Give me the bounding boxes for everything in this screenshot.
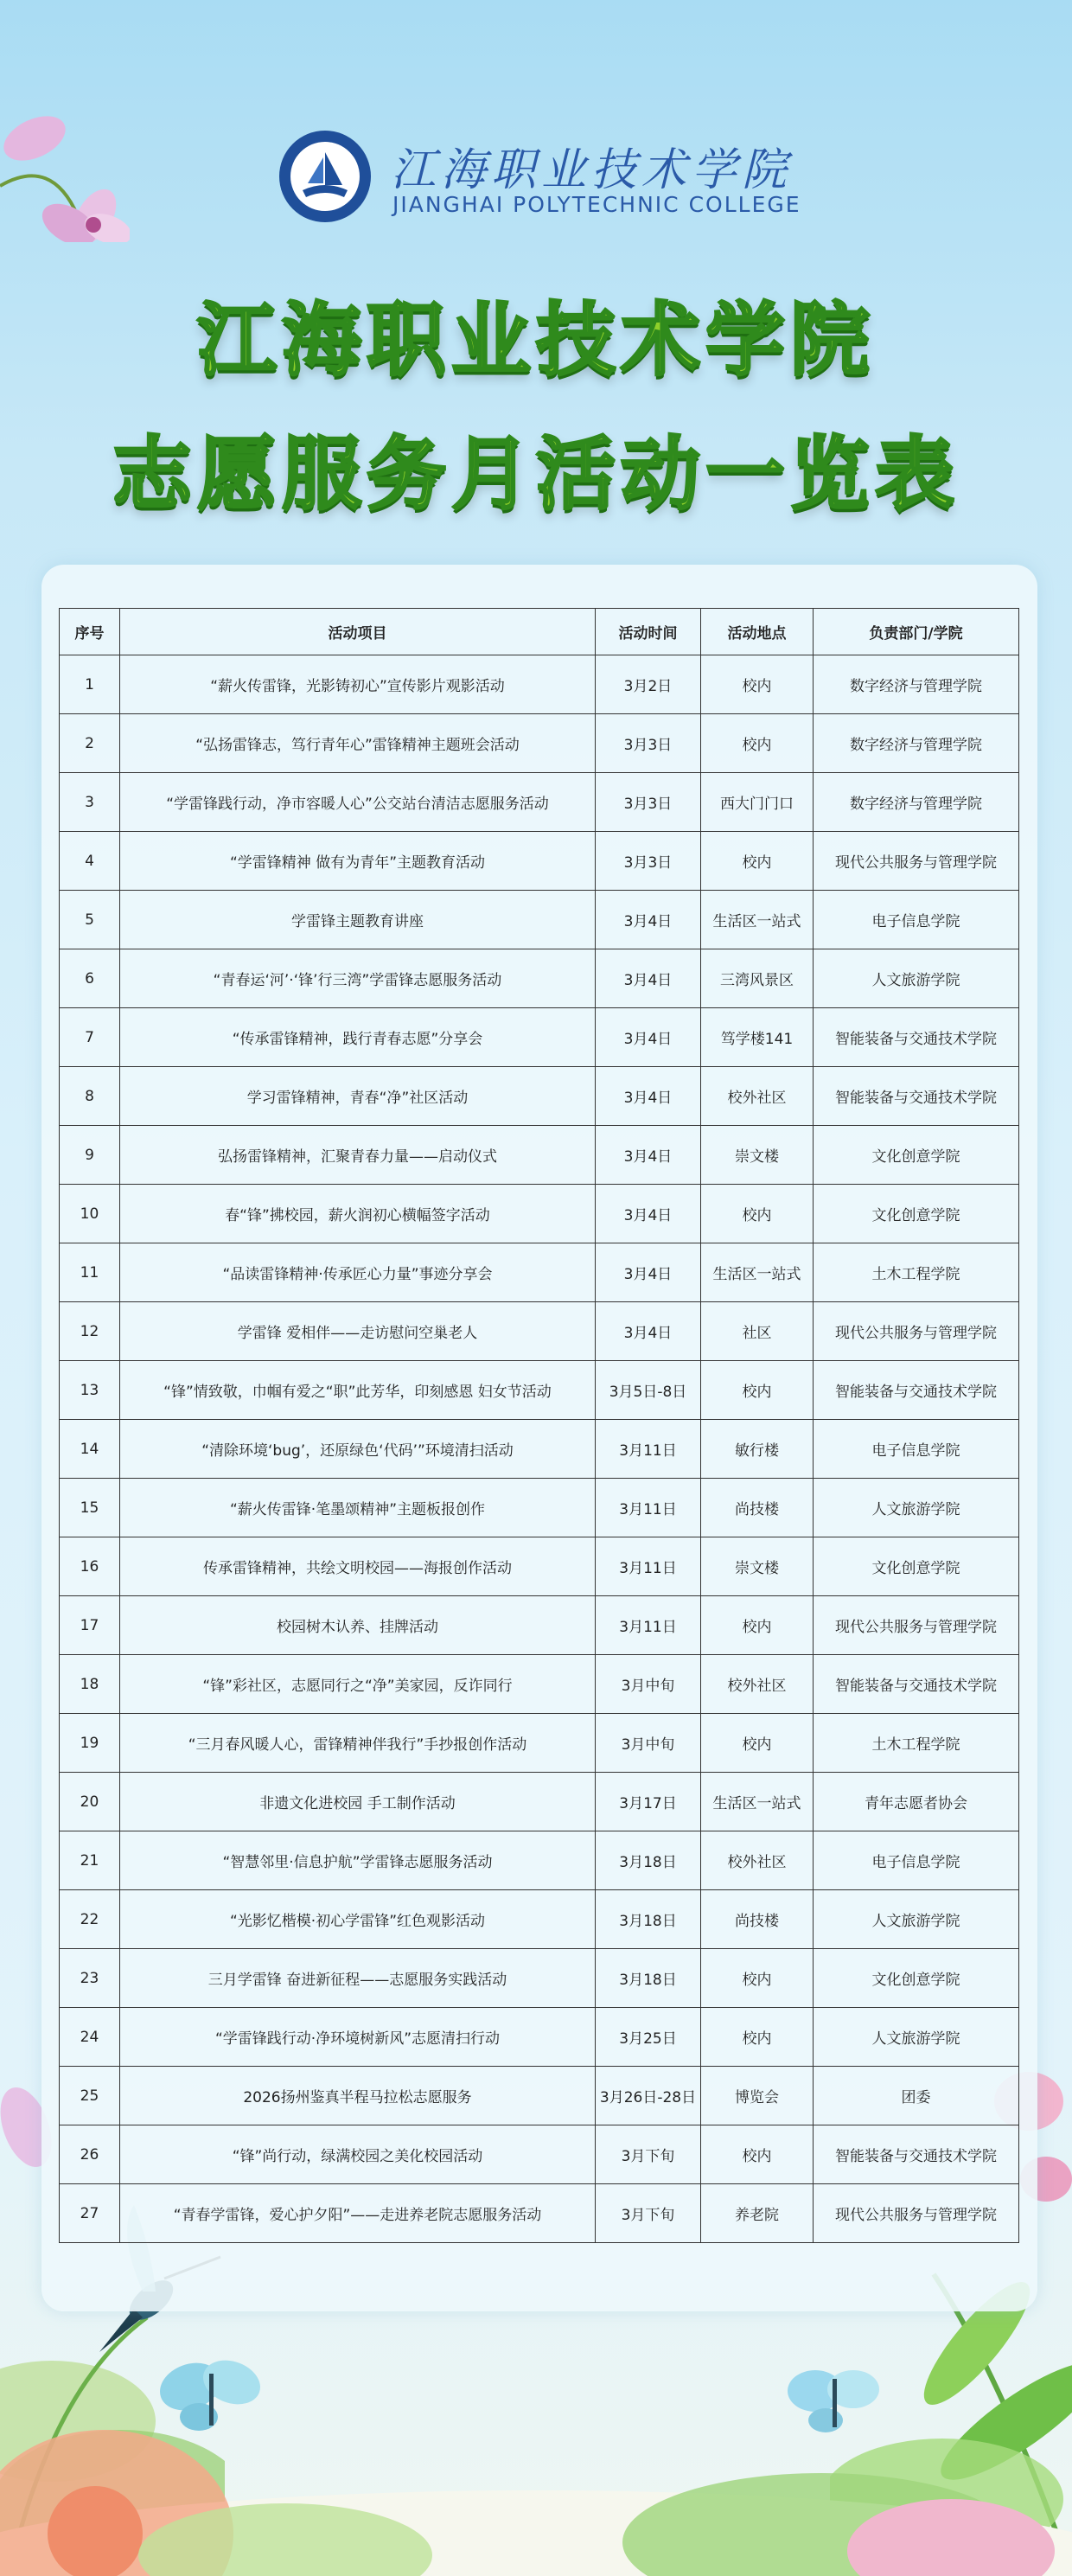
cell-index: 20: [60, 1773, 120, 1831]
cell-location: 校内: [701, 2125, 814, 2184]
cell-department: 电子信息学院: [814, 891, 1019, 949]
table-row: [60, 773, 1019, 832]
cell-location: 生活区一站式: [701, 1773, 814, 1831]
cell-location: 校内: [701, 714, 814, 773]
cell-time: 3月3日: [596, 714, 701, 773]
cell-activity: 学雷锋主题教育讲座: [120, 891, 596, 949]
table-row: [60, 2125, 1019, 2184]
cell-activity: 三月学雷锋 奋进新征程——志愿服务实践活动: [120, 1949, 596, 2008]
cell-location: 笃学楼141: [701, 1008, 814, 1067]
cell-time: 3月17日: [596, 1773, 701, 1831]
cell-index: 10: [60, 1185, 120, 1243]
cell-index: 17: [60, 1596, 120, 1655]
cell-activity: “薪火传雷锋·笔墨颂精神”主题板报创作: [120, 1479, 596, 1537]
cell-activity: 2026扬州鉴真半程马拉松志愿服务: [120, 2067, 596, 2125]
cell-department: 现代公共服务与管理学院: [814, 1596, 1019, 1655]
table-row: [60, 2067, 1019, 2125]
table-row: [60, 1949, 1019, 2008]
cell-location: 尚技楼: [701, 1890, 814, 1949]
cell-location: 生活区一站式: [701, 891, 814, 949]
cell-department: 电子信息学院: [814, 1420, 1019, 1479]
cell-time: 3月4日: [596, 1067, 701, 1126]
cell-time: 3月4日: [596, 1185, 701, 1243]
table-row: [60, 1361, 1019, 1420]
cell-index: 8: [60, 1067, 120, 1126]
cell-department: 智能装备与交通技术学院: [814, 1067, 1019, 1126]
cell-activity: “学雷锋践行动，净市容暖人心”公交站台清洁志愿服务活动: [120, 773, 596, 832]
cell-time: 3月18日: [596, 1831, 701, 1890]
cell-activity: “锋”尚行动，绿满校园之美化校园活动: [120, 2125, 596, 2184]
cell-time: 3月11日: [596, 1479, 701, 1537]
cell-index: 14: [60, 1420, 120, 1479]
cell-index: 5: [60, 891, 120, 949]
cell-location: 尚技楼: [701, 1479, 814, 1537]
cell-department: 人文旅游学院: [814, 1479, 1019, 1537]
header-time: 活动时间: [596, 609, 701, 655]
cell-location: 校内: [701, 1361, 814, 1420]
cell-location: 养老院: [701, 2184, 814, 2243]
cell-time: 3月11日: [596, 1420, 701, 1479]
orchid-flower-icon: [0, 104, 130, 242]
cell-department: 文化创意学院: [814, 1949, 1019, 2008]
cell-activity: “锋”彩社区，志愿同行之“净”美家园，反诈同行: [120, 1655, 596, 1714]
cell-activity: 学习雷锋精神，青春“净”社区活动: [120, 1067, 596, 1126]
cell-time: 3月11日: [596, 1537, 701, 1596]
table-row: [60, 1655, 1019, 1714]
cell-location: 社区: [701, 1302, 814, 1361]
cell-index: 9: [60, 1126, 120, 1185]
table-row: [60, 2008, 1019, 2067]
cell-department: 现代公共服务与管理学院: [814, 1302, 1019, 1361]
cell-department: 智能装备与交通技术学院: [814, 1655, 1019, 1714]
cell-location: 校内: [701, 1714, 814, 1773]
cell-time: 3月25日: [596, 2008, 701, 2067]
table-row: [60, 1596, 1019, 1655]
cell-index: 12: [60, 1302, 120, 1361]
cell-activity: “传承雷锋精神，践行青春志愿”分享会: [120, 1008, 596, 1067]
cell-time: 3月3日: [596, 773, 701, 832]
table-row: [60, 1243, 1019, 1302]
table-row: [60, 1537, 1019, 1596]
cell-location: 校外社区: [701, 1067, 814, 1126]
page-title-line-2: 志愿服务月活动一览表: [112, 428, 960, 521]
college-logo-icon: [277, 128, 373, 225]
butterfly-icon: [782, 2356, 886, 2443]
cell-time: 3月中旬: [596, 1655, 701, 1714]
brand-english-name: JIANGHAI POLYTECHNIC COLLEGE: [392, 192, 801, 217]
cell-index: 21: [60, 1831, 120, 1890]
cell-index: 6: [60, 949, 120, 1008]
header-activity: 活动项目: [120, 609, 596, 655]
cell-activity: “清除环境‘bug’，还原绿色‘代码’”环境清扫活动: [120, 1420, 596, 1479]
cell-time: 3月4日: [596, 891, 701, 949]
cell-index: 7: [60, 1008, 120, 1067]
table-row: [60, 714, 1019, 773]
cell-department: 人文旅游学院: [814, 1890, 1019, 1949]
table-row: [60, 1420, 1019, 1479]
college-brand: [277, 128, 801, 232]
cell-index: 19: [60, 1714, 120, 1773]
cell-index: 1: [60, 655, 120, 714]
cell-department: 数字经济与管理学院: [814, 773, 1019, 832]
table-row: [60, 1008, 1019, 1067]
cell-department: 数字经济与管理学院: [814, 655, 1019, 714]
cell-index: 13: [60, 1361, 120, 1420]
cell-activity: “锋”情致敬，巾帼有爱之“职”此芳华，印刻感恩 妇女节活动: [120, 1361, 596, 1420]
cell-department: 智能装备与交通技术学院: [814, 1361, 1019, 1420]
header-department: 负责部门/学院: [814, 609, 1019, 655]
cell-department: 现代公共服务与管理学院: [814, 2184, 1019, 2243]
cell-location: 校内: [701, 655, 814, 714]
cell-time: 3月4日: [596, 949, 701, 1008]
table-row: [60, 1831, 1019, 1890]
activity-table: [59, 608, 1019, 2243]
cell-location: 校内: [701, 2008, 814, 2067]
table-row: [60, 2184, 1019, 2243]
cell-time: 3月中旬: [596, 1714, 701, 1773]
cell-location: 崇文楼: [701, 1537, 814, 1596]
cell-time: 3月4日: [596, 1008, 701, 1067]
table-row: [60, 1890, 1019, 1949]
cell-department: 人文旅游学院: [814, 949, 1019, 1008]
cell-department: 电子信息学院: [814, 1831, 1019, 1890]
cell-department: 青年志愿者协会: [814, 1773, 1019, 1831]
cell-department: 文化创意学院: [814, 1126, 1019, 1185]
table-row: [60, 1302, 1019, 1361]
cell-location: 校内: [701, 1185, 814, 1243]
cell-time: 3月18日: [596, 1890, 701, 1949]
cell-index: 4: [60, 832, 120, 891]
cell-index: 11: [60, 1243, 120, 1302]
cell-index: 2: [60, 714, 120, 773]
cell-department: 现代公共服务与管理学院: [814, 832, 1019, 891]
cell-activity: “光影忆楷模·初心学雷锋”红色观影活动: [120, 1890, 596, 1949]
table-row: [60, 1714, 1019, 1773]
cell-time: 3月26日-28日: [596, 2067, 701, 2125]
cell-time: 3月4日: [596, 1126, 701, 1185]
header-index: 序号: [60, 609, 120, 655]
cell-time: 3月11日: [596, 1596, 701, 1655]
cell-index: 24: [60, 2008, 120, 2067]
table-header-row: [60, 609, 1019, 655]
cell-activity: “品读雷锋精神·传承匠心力量”事迹分享会: [120, 1243, 596, 1302]
cell-location: 校内: [701, 1596, 814, 1655]
table-row: [60, 655, 1019, 714]
cell-time: 3月2日: [596, 655, 701, 714]
cell-time: 3月18日: [596, 1949, 701, 2008]
table-row: [60, 1773, 1019, 1831]
table-row: [60, 1126, 1019, 1185]
cell-location: 崇文楼: [701, 1126, 814, 1185]
cell-activity: “青春学雷锋，爱心护夕阳”——走进养老院志愿服务活动: [120, 2184, 596, 2243]
table-row: [60, 1067, 1019, 1126]
cell-index: 18: [60, 1655, 120, 1714]
cell-location: 校外社区: [701, 1831, 814, 1890]
cell-department: 文化创意学院: [814, 1537, 1019, 1596]
cell-time: 3月下旬: [596, 2125, 701, 2184]
cell-activity: 弘扬雷锋精神，汇聚青春力量——启动仪式: [120, 1126, 596, 1185]
cell-location: 敏行楼: [701, 1420, 814, 1479]
cell-department: 文化创意学院: [814, 1185, 1019, 1243]
table-row: [60, 949, 1019, 1008]
cell-index: 27: [60, 2184, 120, 2243]
cell-index: 16: [60, 1537, 120, 1596]
page-title-line-1: 江海职业技术学院: [196, 294, 875, 387]
cell-index: 22: [60, 1890, 120, 1949]
cell-department: 土木工程学院: [814, 1714, 1019, 1773]
table-row: [60, 1479, 1019, 1537]
cell-location: 生活区一站式: [701, 1243, 814, 1302]
cell-location: 校内: [701, 1949, 814, 2008]
cell-activity: “薪火传雷锋，光影铸初心”宣传影片观影活动: [120, 655, 596, 714]
cell-department: 团委: [814, 2067, 1019, 2125]
cell-department: 智能装备与交通技术学院: [814, 1008, 1019, 1067]
cell-activity: 非遗文化进校园 手工制作活动: [120, 1773, 596, 1831]
cell-activity: “学雷锋精神 做有为青年”主题教育活动: [120, 832, 596, 891]
cell-time: 3月5日-8日: [596, 1361, 701, 1420]
cell-activity: 校园树木认养、挂牌活动: [120, 1596, 596, 1655]
cell-department: 土木工程学院: [814, 1243, 1019, 1302]
header-location: 活动地点: [701, 609, 814, 655]
cell-activity: “弘扬雷锋志，笃行青年心”雷锋精神主题班会活动: [120, 714, 596, 773]
cell-activity: “智慧邻里·信息护航”学雷锋志愿服务活动: [120, 1831, 596, 1890]
cell-time: 3月4日: [596, 1243, 701, 1302]
cell-activity: 学雷锋 爱相伴——走访慰问空巢老人: [120, 1302, 596, 1361]
cell-index: 15: [60, 1479, 120, 1537]
cell-index: 3: [60, 773, 120, 832]
cell-location: 校内: [701, 832, 814, 891]
cell-location: 博览会: [701, 2067, 814, 2125]
cell-activity: “学雷锋践行动·净环境树新风”志愿清扫行动: [120, 2008, 596, 2067]
cell-activity: 春“锋”拂校园，薪火润初心横幅签字活动: [120, 1185, 596, 1243]
cell-time: 3月3日: [596, 832, 701, 891]
table-row: [60, 891, 1019, 949]
cell-location: 三湾风景区: [701, 949, 814, 1008]
cell-department: 数字经济与管理学院: [814, 714, 1019, 773]
cell-location: 校外社区: [701, 1655, 814, 1714]
cell-index: 26: [60, 2125, 120, 2184]
butterfly-icon: [156, 2348, 268, 2443]
cell-time: 3月4日: [596, 1302, 701, 1361]
cell-index: 25: [60, 2067, 120, 2125]
cell-index: 23: [60, 1949, 120, 2008]
table-row: [60, 832, 1019, 891]
cell-time: 3月下旬: [596, 2184, 701, 2243]
cell-activity: “三月春风暖人心，雷锋精神伴我行”手抄报创作活动: [120, 1714, 596, 1773]
cell-department: 智能装备与交通技术学院: [814, 2125, 1019, 2184]
cell-location: 西大门门口: [701, 773, 814, 832]
cell-department: 人文旅游学院: [814, 2008, 1019, 2067]
cell-activity: “青春运‘河’·‘锋’行三湾”学雷锋志愿服务活动: [120, 949, 596, 1008]
table-row: [60, 1185, 1019, 1243]
brand-chinese-name: 江海职业技术学院: [391, 144, 793, 196]
cell-activity: 传承雷锋精神，共绘文明校园——海报创作活动: [120, 1537, 596, 1596]
